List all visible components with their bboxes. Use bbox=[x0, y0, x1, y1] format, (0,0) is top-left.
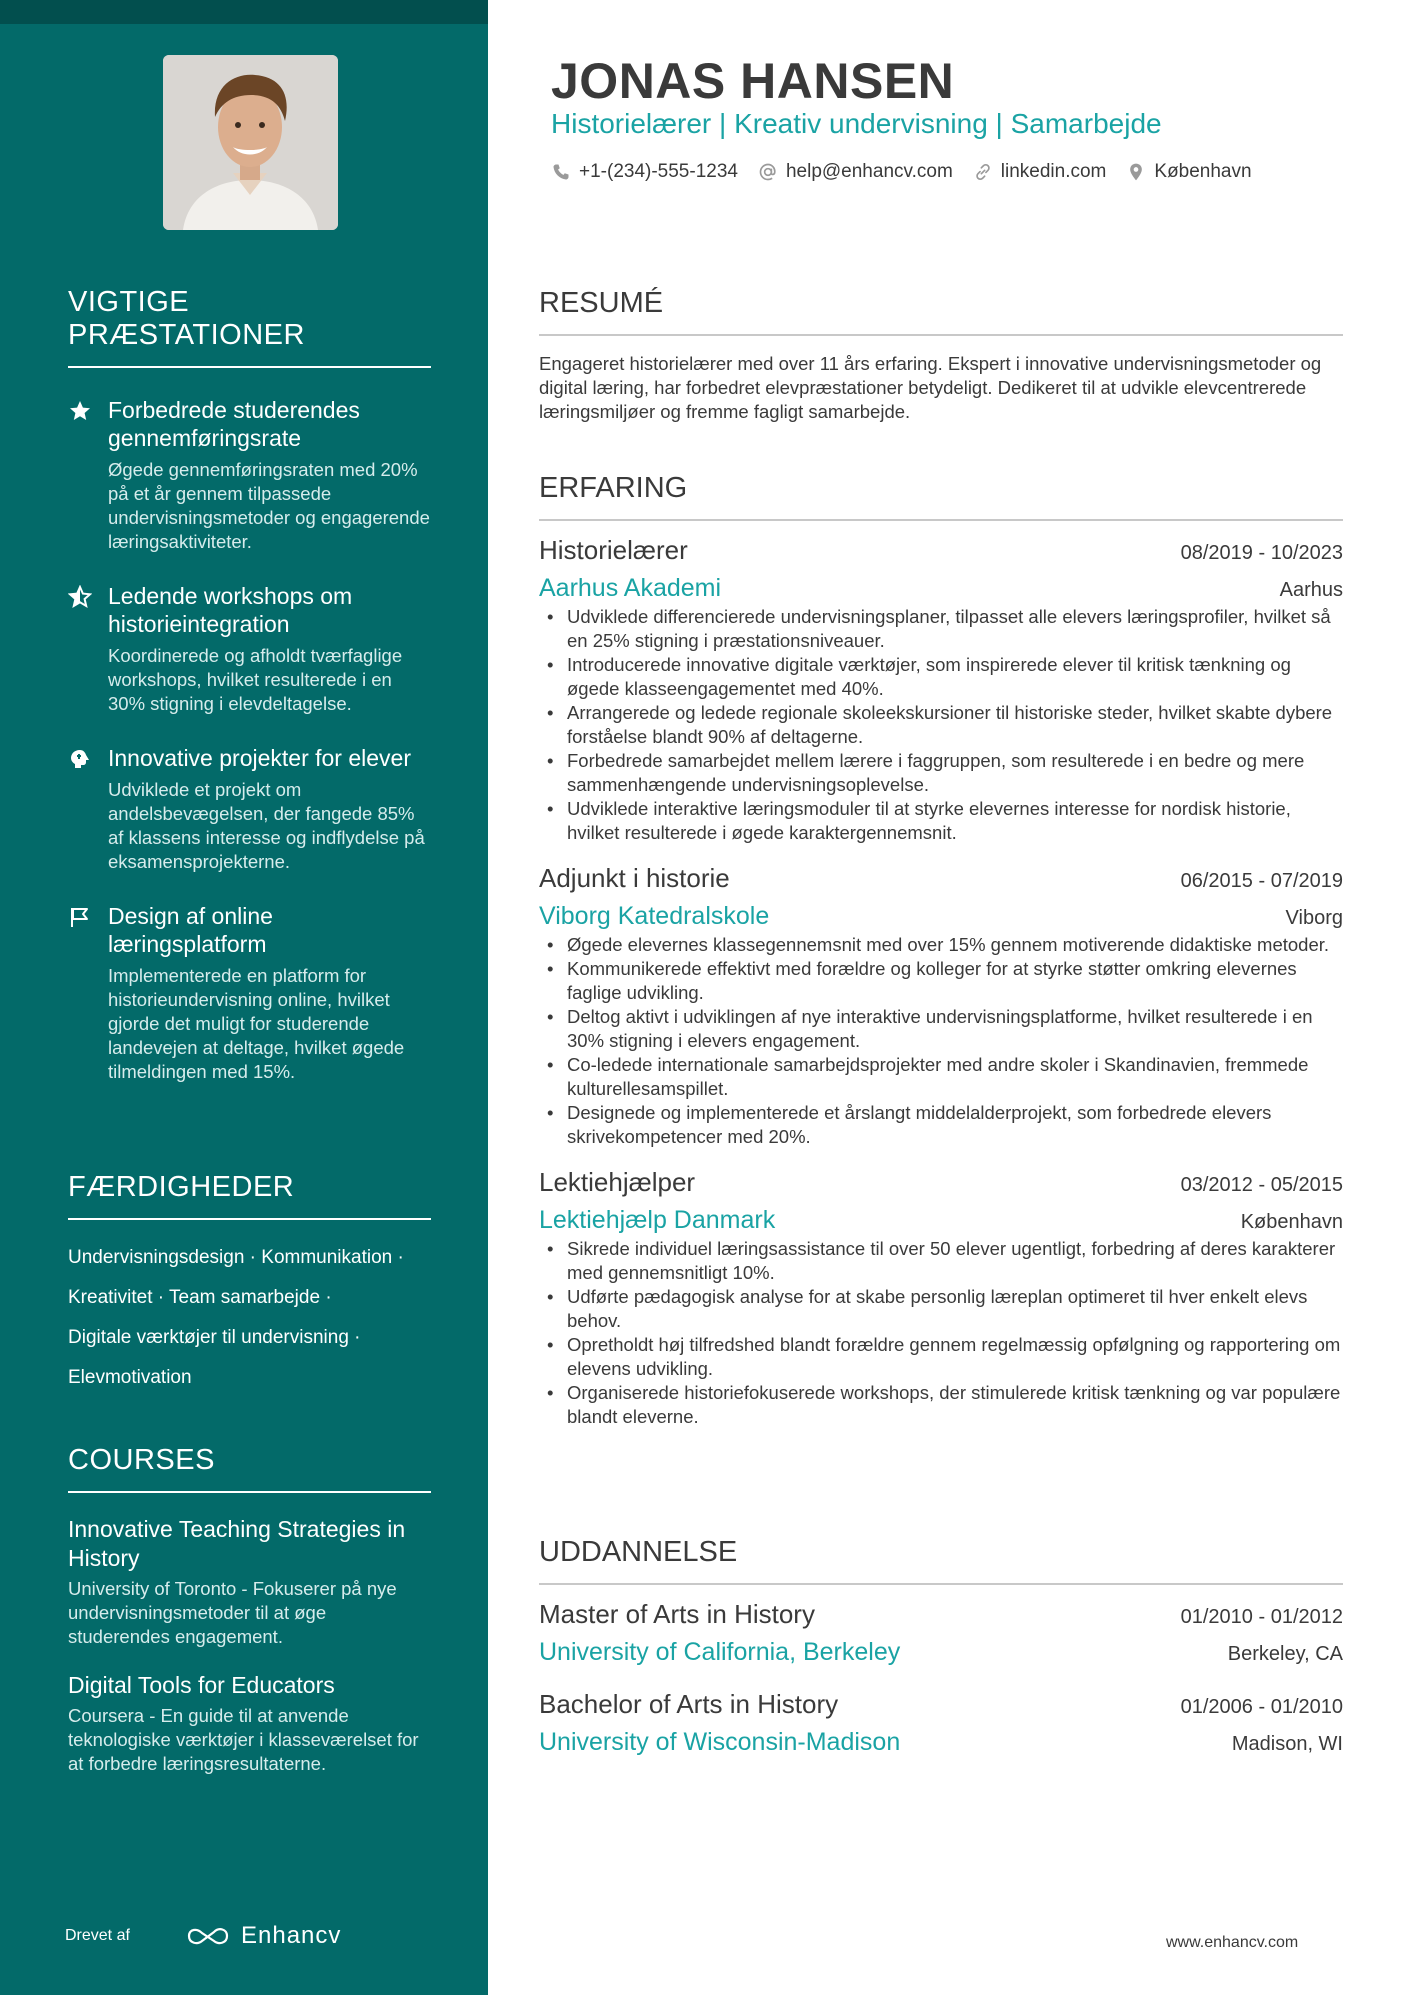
skill-line: Undervisningsdesign · Kommunikation · bbox=[68, 1247, 404, 1268]
education-degree: Bachelor of Arts in History bbox=[539, 1689, 839, 1719]
achievement-item bbox=[68, 582, 431, 716]
skills-section bbox=[68, 1171, 431, 1398]
at-icon bbox=[758, 162, 778, 182]
summary-section bbox=[539, 287, 1343, 424]
achievement-title: Innovative projekter for elever bbox=[108, 745, 411, 771]
achievement-title: Design af online læringsplatform bbox=[108, 903, 273, 957]
course-title: Digital Tools for Educators bbox=[68, 1672, 335, 1698]
education-dates: 01/2006 - 01/2010 bbox=[1180, 1696, 1343, 1718]
job-entry bbox=[539, 535, 1343, 845]
job-bullet: • Udviklede differencierede undervisningsplaner, tilpasset alle elevers læringsprofiler, hvilket så en 25% stigning i præstationsniveauer. bbox=[539, 605, 1343, 653]
sidebar-top-band bbox=[0, 0, 488, 24]
contact-phone[interactable] bbox=[551, 161, 738, 183]
contact-phone-text: +1-(234)-555-1234 bbox=[579, 161, 738, 182]
skill-line: Digitale værktøjer til undervisning · bbox=[68, 1327, 361, 1348]
contact-email-text: help@enhancv.com bbox=[785, 161, 953, 182]
education-section bbox=[539, 1536, 1343, 1757]
brain-icon bbox=[68, 747, 92, 771]
powered-by-label: Drevet af bbox=[65, 1927, 130, 1944]
job-bullet: • Opretholdt høj tilfredshed blandt forældre gennem regelmæssig opfølgning og rapportering om elevens udvikling. bbox=[539, 1333, 1343, 1381]
job-location: Viborg bbox=[1285, 907, 1343, 929]
skill-line: Elevmotivation bbox=[68, 1367, 192, 1388]
job-bullet: • Sikrede individuel læringsassistance til over 50 elever ugentligt, forbedring af deres karakterer med gennemsnitligt 10%. bbox=[539, 1237, 1343, 1285]
job-location: Aarhus bbox=[1279, 579, 1343, 601]
enhancv-logo[interactable] bbox=[185, 1922, 341, 1950]
job-title: Lektiehjælper bbox=[539, 1167, 696, 1197]
experience-section bbox=[539, 472, 1343, 1429]
job-company: Lektiehjælp Danmark bbox=[539, 1206, 776, 1234]
courses-section bbox=[68, 1444, 431, 1776]
job-dates: 06/2015 - 07/2019 bbox=[1180, 870, 1343, 892]
candidate-tagline: Historielærer | Kreativ undervisning | Samarbejde bbox=[551, 108, 1162, 139]
job-bullet: • Udførte pædagogisk analyse for at skabe personlig læreplan optimeret til hver enkelt elevs behov. bbox=[539, 1285, 1343, 1333]
flag-icon bbox=[68, 905, 92, 929]
education-entry bbox=[539, 1599, 1343, 1667]
contact-linkedin-text: linkedin.com bbox=[1000, 161, 1107, 182]
contact-bar bbox=[551, 161, 1252, 183]
job-title: Historielærer bbox=[539, 535, 688, 565]
star-icon bbox=[68, 399, 92, 423]
job-title: Adjunkt i historie bbox=[539, 863, 730, 893]
education-location: Berkeley, CA bbox=[1227, 1643, 1343, 1665]
job-bullet: • Arrangerede og ledede regionale skoleekskursioner til historiske steder, hvilket skabte dybere forståelse blandt 90% af deltagerne. bbox=[539, 701, 1343, 749]
course-description: University of Toronto - Fokuserer på nye undervisningsmetoder til at øge studerendes engagement. bbox=[68, 1578, 397, 1647]
achievement-description: Udviklede et projekt om andelsbevægelsen, der fangede 85% af klassens interesse og indflydelse på eksamensprojekterne. bbox=[108, 779, 425, 872]
job-bullet: • Øgede elevernes klassegennemsnit med over 15% gennem motiverende didaktiske metoder. bbox=[539, 933, 1343, 957]
achievements-heading: VIGTIGE PRÆSTATIONER bbox=[68, 286, 431, 368]
sidebar bbox=[0, 0, 488, 1995]
job-dates: 08/2019 - 10/2023 bbox=[1180, 542, 1343, 564]
education-location: Madison, WI bbox=[1231, 1733, 1343, 1755]
course-description: Coursera - En guide til at anvende teknologiske værktøjer i klasseværelset for at forbedre læringsresultaterne. bbox=[68, 1705, 419, 1774]
skills-heading: FÆRDIGHEDER bbox=[68, 1171, 431, 1220]
experience-heading: ERFARING bbox=[539, 472, 1343, 521]
achievements-section bbox=[68, 286, 431, 1084]
achievement-title: Forbedrede studerendes gennemføringsrate bbox=[108, 397, 360, 451]
link-icon bbox=[973, 162, 993, 182]
job-bullets bbox=[539, 933, 1343, 1149]
education-entry bbox=[539, 1689, 1343, 1757]
location-icon bbox=[1126, 162, 1146, 182]
phone-icon bbox=[551, 162, 571, 182]
achievement-item bbox=[68, 744, 431, 874]
job-bullet: • Introducerede innovative digitale værktøjer, som inspirerede elever til kritisk tænkning og øgede klasseengagementet med 40%. bbox=[539, 653, 1343, 701]
job-entry bbox=[539, 1167, 1343, 1429]
job-dates: 03/2012 - 05/2015 bbox=[1180, 1174, 1343, 1196]
profile-photo bbox=[163, 55, 338, 230]
contact-linkedin[interactable] bbox=[973, 161, 1107, 183]
job-bullets bbox=[539, 605, 1343, 845]
brand-name: Enhancv bbox=[241, 1922, 342, 1949]
job-company: Aarhus Akademi bbox=[539, 574, 722, 602]
job-company: Viborg Katedralskole bbox=[539, 902, 770, 930]
education-dates: 01/2010 - 01/2012 bbox=[1180, 1606, 1343, 1628]
contact-location bbox=[1126, 161, 1251, 183]
course-item bbox=[68, 1671, 431, 1776]
course-title: Innovative Teaching Strategies in History bbox=[68, 1516, 406, 1571]
achievement-description: Implementerede en platform for historieundervisning online, hvilket gjorde det muligt for studerende landevejen at deltage, hvilket øgede tilmeldingen med 15%. bbox=[108, 965, 405, 1082]
education-degree: Master of Arts in History bbox=[539, 1599, 815, 1629]
education-school: University of Wisconsin-Madison bbox=[539, 1728, 901, 1756]
education-school: University of California, Berkeley bbox=[539, 1638, 901, 1666]
job-bullet: • Co-ledede internationale samarbejdsprojekter med andre skoler i Skandinavien, fremmede kulturellesamspillet. bbox=[539, 1053, 1343, 1101]
star-half-icon bbox=[68, 585, 92, 609]
skills-list bbox=[68, 1238, 431, 1398]
infinity-icon bbox=[185, 1925, 231, 1947]
course-item bbox=[68, 1515, 431, 1649]
job-bullet: • Forbedrede samarbejdet mellem lærere i faggruppen, som resulterede i en bedre og mere sammenhængende undervisningsoplevelse. bbox=[539, 749, 1343, 797]
job-bullet: • Udviklede interaktive læringsmoduler til at styrke elevernes interesse for nordisk historie, hvilket resulterede i øgede karaktergennemsnit. bbox=[539, 797, 1343, 845]
job-entry bbox=[539, 863, 1343, 1149]
skill-line: Kreativitet · Team samarbejde · bbox=[68, 1287, 332, 1308]
achievement-item bbox=[68, 902, 431, 1084]
summary-heading: RESUMÉ bbox=[539, 287, 1343, 336]
contact-email[interactable] bbox=[758, 161, 953, 183]
job-bullet: • Designede og implementerede et årslangt middelalderprojekt, som forbedrede elevers skrivekompetencer med 20%. bbox=[539, 1101, 1343, 1149]
achievement-item bbox=[68, 396, 431, 554]
achievement-description: Koordinerede og afholdt tværfaglige workshops, hvilket resulterede i en 30% stigning i elevdeltagelse. bbox=[108, 645, 403, 714]
job-bullets bbox=[539, 1237, 1343, 1429]
job-bullet: • Kommunikerede effektivt med forældre og kolleger for at styrke støtter omkring elevernes faglige udvikling. bbox=[539, 957, 1343, 1005]
footer-url[interactable]: www.enhancv.com bbox=[1166, 1934, 1299, 1951]
summary-text: Engageret historielærer med over 11 års erfaring. Ekspert i innovative undervisningsmetoder og digital læring, har forbedret elevpræstationer betydeligt. Dedikeret til at udvikle elevcentrerede læringsmiljøer og fremme fagligt samarbejde. bbox=[539, 353, 1322, 422]
candidate-name: JONAS HANSEN bbox=[551, 53, 955, 109]
courses-heading: COURSES bbox=[68, 1444, 431, 1493]
education-heading: UDDANNELSE bbox=[539, 1536, 1343, 1585]
achievement-description: Øgede gennemføringsraten med 20% på et år gennem tilpassede undervisningsmetoder og engagerende læringsaktiviteter. bbox=[108, 459, 430, 552]
job-bullet: • Organiserede historiefokuserede workshops, der stimulerede kritisk tænkning og var populære blandt eleverne. bbox=[539, 1381, 1343, 1429]
job-location: København bbox=[1240, 1211, 1343, 1233]
achievement-title: Ledende workshops om historieintegration bbox=[108, 583, 353, 637]
job-bullet: • Deltog aktivt i udviklingen af nye interaktive undervisningsplatforme, hvilket resulterede i en 30% stigning i elevers engagement. bbox=[539, 1005, 1343, 1053]
contact-location-text: København bbox=[1154, 161, 1252, 182]
